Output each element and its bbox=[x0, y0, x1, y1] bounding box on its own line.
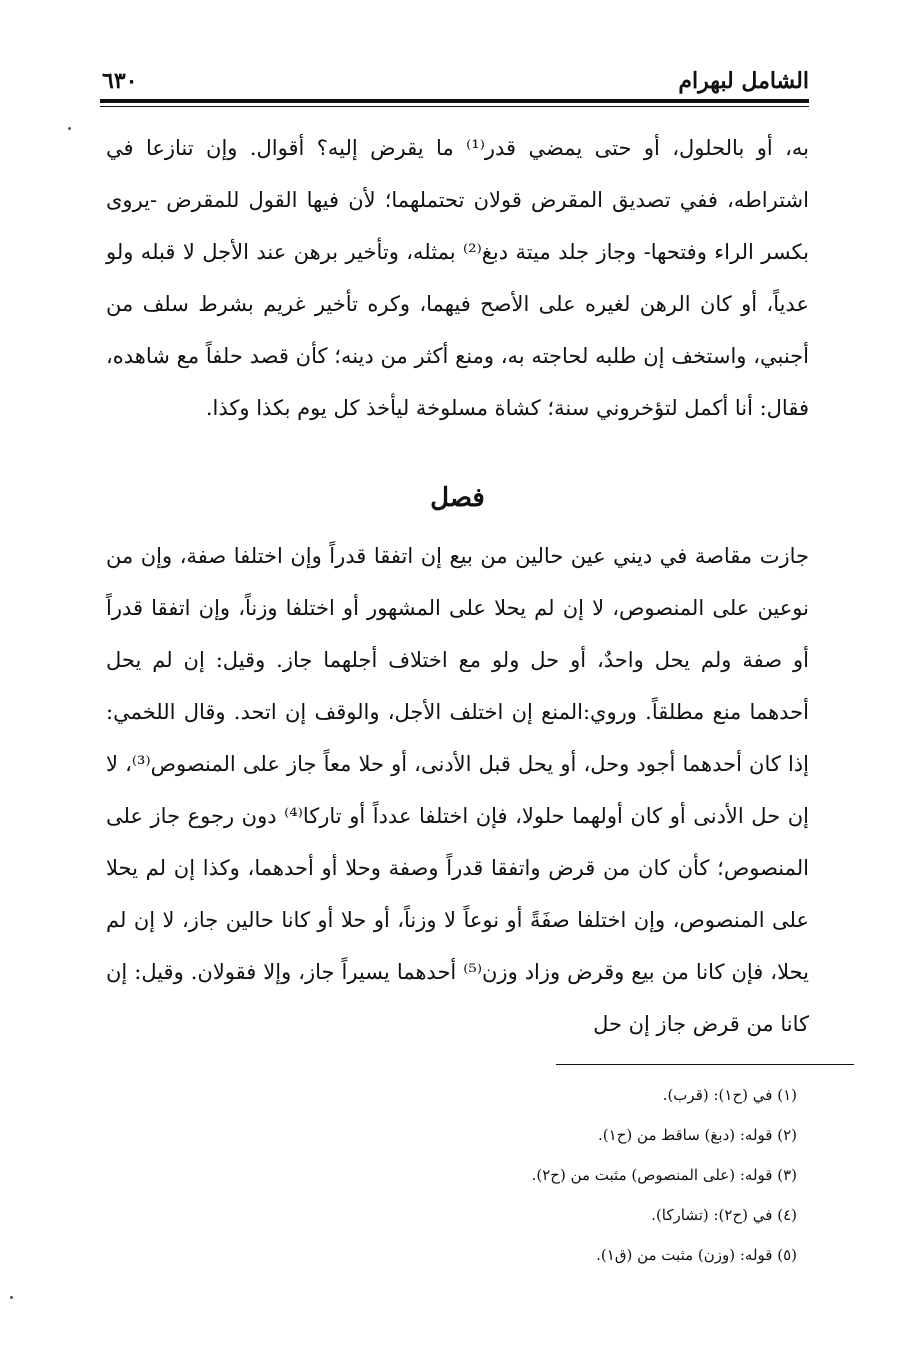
footnote-separator bbox=[556, 1064, 854, 1065]
paragraph-2: جازت مقاصة في ديني عين حالين من بيع إن اتفقا قدراً وإن اختلفا صفة، وإن من نوعين على المنصوص، لا إن لم يحلا على المشهور أو اختلفا وزناً، وإن اتفقا قدراً أو صفة ولم يحل واحدٌ، أو حل ولو مع اختلاف أجلهما جاز. وقيل: إن لم يحل أحدهما منع مطلقاً. وروي:المنع إن اختلف الأجل، والوقف إن اتحد. وقال اللخمي: إذا كان أحدهما أجود وحل، أو يحل قبل الأدنى، أو حلا معاً جاز على المنصوص⁽³⁾، لا إن حل الأدنى أو كان أولهما حلولا، فإن اختلفا عدداً أو تاركا⁽⁴⁾ دون رجوع جاز على المنصوص؛ كأن كان من قرض واتفقا قدراً وصفة وحلا أو أحدهما، وكذا إن لم يحلا على المنصوص، وإن اختلفا صفَةً أو نوعاً لا وزناً، أو حلا أو كانا حالين جاز، لا إن لم يحلا، فإن كانا من بيع وقرض وزاد وزن⁽⁵⁾ أحدهما يسيراً جاز، وإلا فقولان. وقيل: إن كانا من قرض جاز إن حل bbox=[106, 544, 810, 1036]
running-header bbox=[102, 58, 809, 94]
header-rule-thick bbox=[100, 99, 809, 103]
section-heading: فصل bbox=[430, 483, 485, 513]
scan-speck bbox=[10, 1296, 13, 1299]
paragraph-1: به، أو بالحلول، أو حتى يمضي قدر⁽¹⁾ ما يقرض إليه؟ أقوال. وإن تنازعا في اشتراطه، ففي تصديق المقرض قولان تحتملهما؛ لأن فيها القول للمقرض -يروى بكسر الراء وفتحها- وجاز جلد ميتة دبغ⁽²⁾ بمثله، وتأخير برهن عند الأجل لا قبله ولو عدياً، أو كان الرهن لغيره على الأصح فيهما، وكره تأخير غريم بشرط سلف من أجنبي، واستخف إن طلبه لحاجته به، ومنع أكثر من دينه؛ كأن قصد حلفاً مع شاهده، فقال: أنا أكمل لتؤخروني سنة؛ كشاة مسلوخة ليأخذ كل يوم بكذا وكذا. bbox=[106, 136, 809, 420]
footnote-5: (٥) قوله: (وزن) مثبت من (ق١). bbox=[596, 1246, 797, 1264]
footnote-2: (٢) قوله: (دبغ) ساقط من (ح١). bbox=[598, 1126, 797, 1144]
footnote-1: (١) في (ح١): (قرب). bbox=[662, 1086, 797, 1104]
header-rule-thin bbox=[100, 106, 809, 107]
scan-speck bbox=[68, 127, 71, 130]
footnote-3: (٣) قوله: (على المنصوص) مثبت من (ح٢). bbox=[531, 1166, 797, 1184]
page-number: ٦٣٠ bbox=[102, 68, 138, 94]
footnotes-list bbox=[106, 1075, 797, 1275]
book-title: الشامل لبهرام bbox=[678, 68, 809, 94]
footnote-4: (٤) في (ح٢): (تشاركا). bbox=[651, 1206, 797, 1224]
